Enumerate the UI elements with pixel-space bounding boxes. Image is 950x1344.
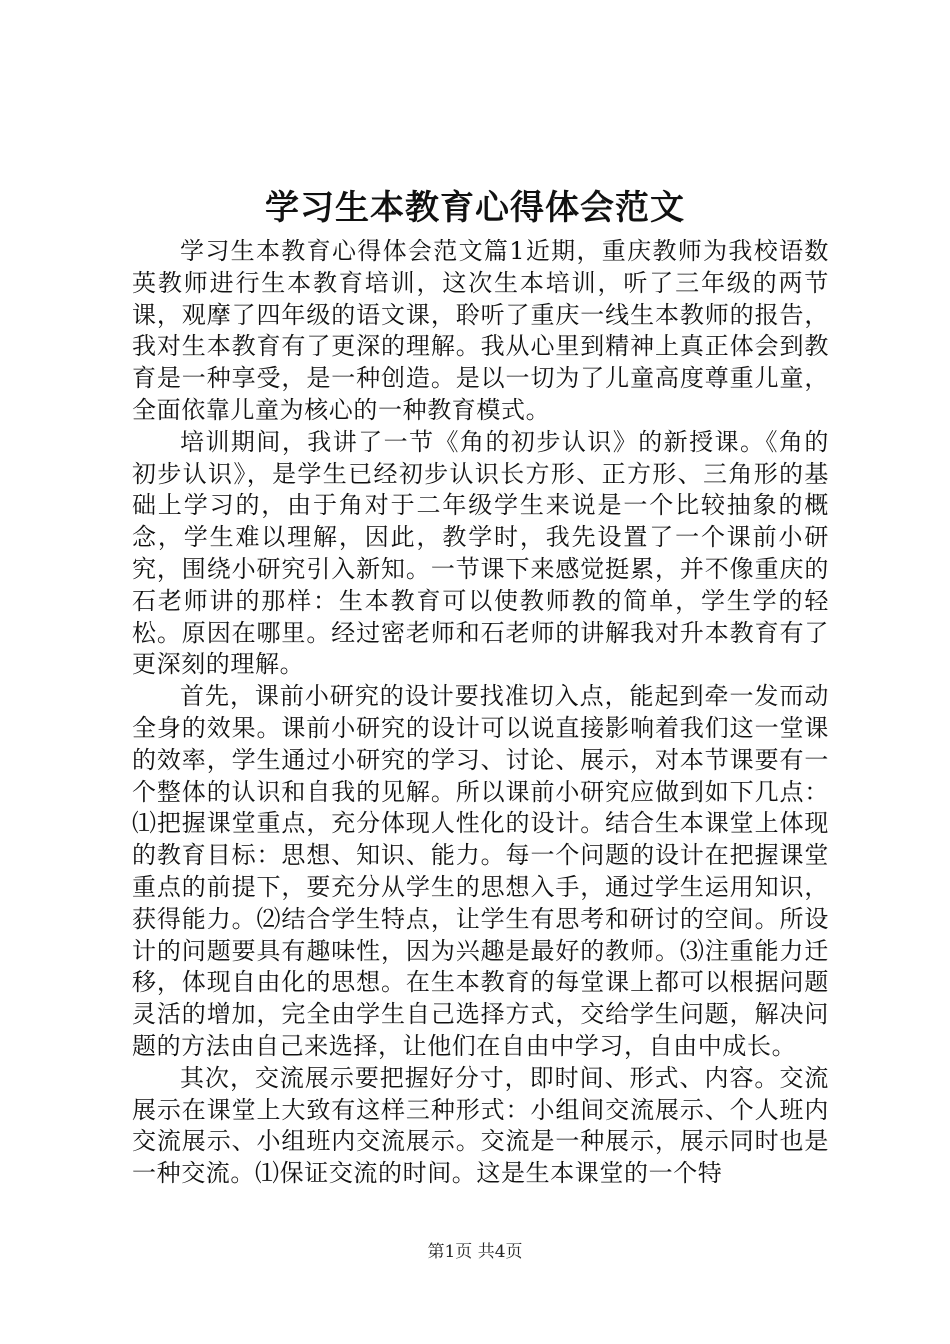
document-body [132, 236, 829, 1190]
paragraph-4: 其次，交流展示要把握好分寸，即时间、形式、内容。交流展示在课堂上大致有这样三种形式：小组间交流展示、个人班内交流展示、小组班内交流展示。交流是一种展示，展示同时也是一种交流。⑴保证交流的时间。这是生本课堂的一个特 [132, 1063, 829, 1188]
paragraph-2: 培训期间，我讲了一节《角的初步认识》的新授课。《角的初步认识》，是学生已经初步认识长方形、正方形、三角形的基础上学习的，由于角对于二年级学生来说是一个比较抽象的概念，学生难以理解，因此，教学时，我先设置了一个课前小研究，围绕小研究引入新知。一节课下来感觉挺累，并不像重庆的石老师讲的那样：生本教育可以使教师教的简单，学生学的轻松。原因在哪里。经过密老师和石老师的讲解我对升本教育有了更深刻的理解。 [132, 427, 829, 679]
page-footer: 第1页 共4页 [427, 1242, 523, 1262]
paragraph-3: 首先，课前小研究的设计要找准切入点，能起到牵一发而动全身的效果。课前小研究的设计可以说直接影响着我们这一堂课的效率，学生通过小研究的学习、讨论、展示，对本节课要有一个整体的认识和自我的见解。所以课前小研究应做到如下几点：⑴把握课堂重点，充分体现人性化的设计。结合生本课堂上体现的教育目标：思想、知识、能力。每一个问题的设计在把握课堂重点的前提下，要充分从学生的思想入手，通过学生运用知识，获得能力。⑵结合学生特点，让学生有思考和研讨的空间。所设计的问题要具有趣味性，因为兴趣是最好的教师。⑶注重能力迁移，体现自由化的思想。在生本教育的每堂课上都可以根据问题灵活的增加，完全由学生自己选择方式，交给学生问题，解决问题的方法由自己来选择，让他们在自由中学习，自由中成长。 [132, 682, 829, 1060]
paragraph-1: 学习生本教育心得体会范文篇1近期，重庆教师为我校语数英教师进行生本教育培训，这次生本培训，听了三年级的两节课，观摩了四年级的语文课，聆听了重庆一线生本教师的报告，我对生本教育有了更深的理解。我从心里到精神上真正体会到教育是一种享受，是一种创造。是以一切为了儿童高度尊重儿童，全面依靠儿童为核心的一种教育模式。 [132, 237, 829, 424]
page-title: 学习生本教育心得体会范文 [265, 188, 685, 228]
